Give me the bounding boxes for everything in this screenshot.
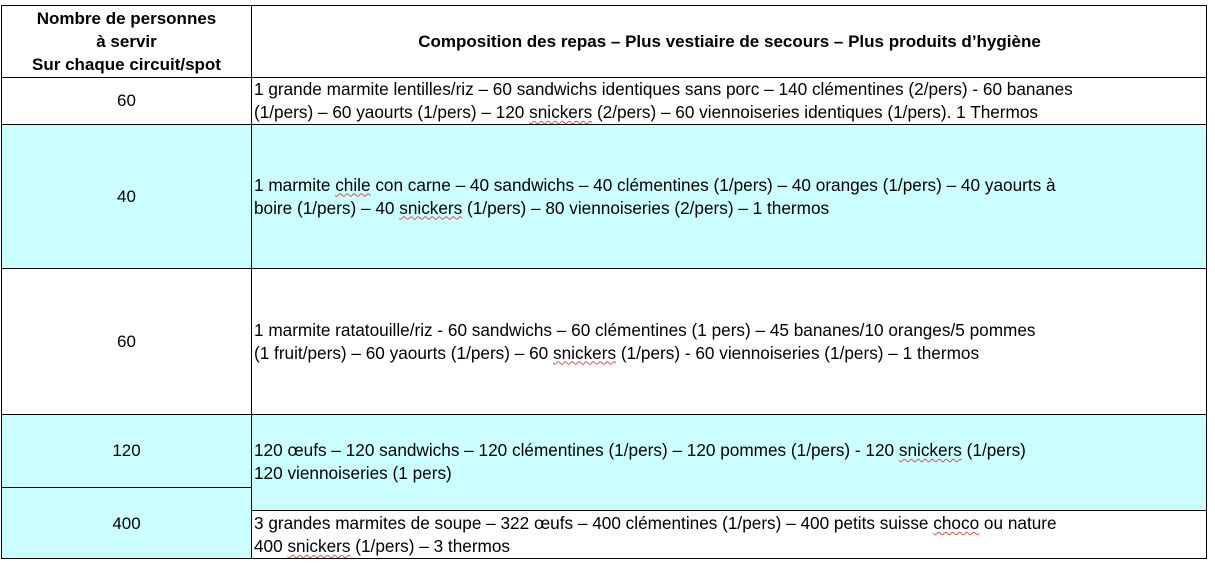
header-people-line-1: Nombre de personnes bbox=[36, 9, 217, 28]
row-1-composition-cell bbox=[252, 78, 1207, 124]
header-people-line-2: à servir bbox=[96, 32, 157, 51]
row-1-people: 60 bbox=[117, 91, 136, 110]
row-5-line-1: 3 grandes marmites de soupe – 322 œufs – 400 clémentines (1/pers) – 400 petits suisse choco ou nature bbox=[254, 513, 1057, 533]
row-5-people: 400 bbox=[112, 513, 141, 533]
row-4-people-cell bbox=[2, 415, 251, 487]
border-bottom bbox=[1, 558, 1207, 559]
header-composition-text: Composition des repas – Plus vestiaire de secours – Plus produits d’hygiène bbox=[418, 31, 1041, 51]
border-row-3 bbox=[1, 268, 1207, 269]
header-composition-cell bbox=[252, 5, 1207, 77]
border-top bbox=[1, 5, 1207, 6]
border-row-4 bbox=[1, 414, 1207, 415]
row-2-people: 40 bbox=[117, 186, 136, 206]
row-5-line-2: 400 snickers (1/pers) – 3 thermos bbox=[254, 536, 511, 556]
border-middle bbox=[251, 5, 252, 559]
border-left bbox=[1, 5, 2, 559]
row-3-line-1: 1 marmite ratatouille/riz - 60 sandwichs – 60 clémentines (1 pers) – 45 bananes/10 oranges/5 pommes bbox=[254, 319, 1036, 340]
border-row-5-right bbox=[251, 510, 1207, 511]
row-1-line-1: 1 grande marmite lentilles/riz – 60 sandwichs identiques sans porc – 140 clémentines (2/pers) - 60 bananes bbox=[254, 79, 1073, 99]
row-3-people: 60 bbox=[117, 331, 136, 351]
row-3-line-2: (1 fruit/pers) – 60 yaourts (1/pers) – 60 snickers (1/pers) - 60 viennoiseries (1/pers) – 1 thermos bbox=[254, 342, 980, 363]
row-5-people-cell bbox=[2, 488, 251, 559]
border-right bbox=[1206, 5, 1207, 559]
row-2-composition-cell bbox=[252, 125, 1207, 268]
border-row-1 bbox=[1, 77, 1207, 78]
border-row-5-left bbox=[1, 487, 252, 488]
row-1-line-2: (1/pers) – 60 yaourts (1/pers) – 120 snickers (2/pers) – 60 viennoiseries identiques (1/pers). 1 Thermos bbox=[254, 102, 1039, 122]
row-4-line-2: 120 viennoiseries (1 pers) bbox=[254, 463, 452, 483]
row-4-line-1: 120 œufs – 120 sandwichs – 120 clémentines (1/pers) – 120 pommes (1/pers) - 120 snickers (1/pers) bbox=[254, 440, 1026, 460]
row-4-composition-cell bbox=[252, 415, 1207, 510]
header-people-text bbox=[2, 5, 251, 76]
row-1-people-cell bbox=[2, 78, 251, 124]
row-2-line-1: 1 marmite chile con carne – 40 sandwichs – 40 clémentines (1/pers) – 40 oranges (1/pers) – 40 yaourts à bbox=[254, 174, 1056, 195]
header-people-cell bbox=[2, 5, 251, 77]
row-2-line-2: boire (1/pers) – 40 snickers (1/pers) – 80 viennoiseries (2/pers) – 1 thermos bbox=[254, 197, 830, 218]
row-5-composition-cell bbox=[252, 511, 1207, 559]
header-people-line-3: Sur chaque circuit/spot bbox=[32, 55, 221, 74]
row-3-composition-cell bbox=[252, 269, 1207, 414]
row-2-people-cell bbox=[2, 125, 251, 268]
border-row-2 bbox=[1, 124, 1207, 125]
meal-composition-table bbox=[1, 5, 1207, 559]
row-3-people-cell bbox=[2, 269, 251, 414]
row-4-people: 120 bbox=[112, 441, 141, 460]
